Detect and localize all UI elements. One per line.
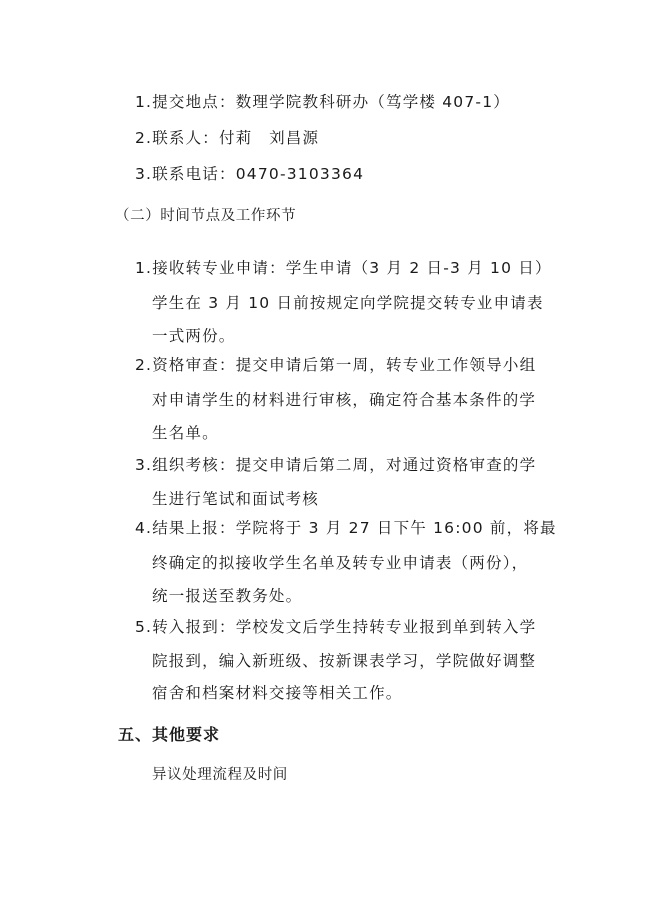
step-2-line-3: 生名单。 <box>152 424 219 442</box>
step-2-line-2: 对申请学生的材料进行审核，确定符合基本条件的学 <box>152 391 537 409</box>
contact-item-phone: 3.联系电话：0470-3103364 <box>135 165 365 183</box>
step-5-line-3: 宿舍和档案材料交接等相关工作。 <box>152 684 403 702</box>
step-2-line-1: 2.资格审查：提交申请后第一周，转专业工作领导小组 <box>135 356 537 374</box>
step-3-line-1: 3.组织考核：提交申请后第二周，对通过资格审查的学 <box>135 456 537 474</box>
step-1-line-2: 学生在 3 月 10 日前按规定向学院提交转专业申请表 <box>152 294 544 312</box>
section-2-title: （二）时间节点及工作环节 <box>115 208 297 224</box>
contact-item-location: 1.提交地点：数理学院教科研办（笃学楼 407-1） <box>135 93 510 111</box>
step-4-line-2: 终确定的拟接收学生名单及转专业申请表（两份）， <box>152 554 529 572</box>
step-4-line-1: 4.结果上报：学院将于 3 月 27 日下午 16:00 前，将最 <box>135 519 557 537</box>
section-5-title: 五、其他要求 <box>118 725 221 744</box>
contact-item-person: 2.联系人：付莉 刘昌源 <box>135 129 320 147</box>
step-5-line-2: 院报到，编入新班级、按新课表学习，学院做好调整 <box>152 652 537 670</box>
step-4-line-3: 统一报送至教务处。 <box>152 587 303 605</box>
section-5-subtitle: 异议处理流程及时间 <box>152 767 288 783</box>
step-5-line-1: 5.转入报到：学校发文后学生持转专业报到单到转入学 <box>135 618 537 636</box>
step-1-line-1: 1.接收转专业申请：学生申请（3 月 2 日-3 月 10 日） <box>135 259 552 277</box>
step-1-line-3: 一式两份。 <box>152 327 236 345</box>
step-3-line-2: 生进行笔试和面试考核 <box>152 490 320 508</box>
